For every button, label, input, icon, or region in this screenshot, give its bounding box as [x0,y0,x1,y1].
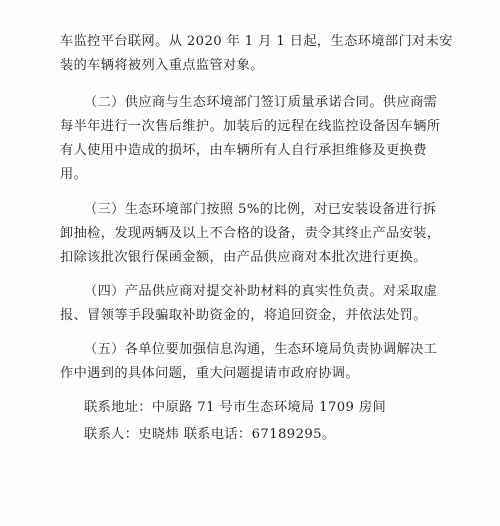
text-line: 每半年进行一次售后维护。加装后的远程在线监控设备因车辆所 [60,119,441,134]
contact-person-phone: 联系人：史晓炜 联系电话：67189295。 [84,427,336,442]
text-line: 作中遇到的具体问题，重大问题提请市政府协调。 [60,366,359,381]
text-line: 装的车辆将被列入重点监管对象。 [60,58,264,73]
paragraph-5-line: （五）各单位要加强信息沟通，生态环境局负责协调解决工 [84,342,438,357]
text-line: 有人使用中造成的损坏，由车辆所有人自行承担维修及更换费 [60,143,427,158]
paragraph-4-line: （四）产品供应商对提交补助材料的真实性负责。对采取虚 [84,284,438,299]
text-line: 扣除该批次银行保函金额，由产品供应商对本批次进行更换。 [60,250,427,265]
text-line: 报、冒领等手段骗取补助资金的，将追回资金，并依法处罚。 [60,308,427,323]
contact-address: 联系地址：中原路 71 号市生态环境局 1709 房间 [84,400,387,415]
text-line: 车监控平台联网。从 2020 年 1 月 1 日起，生态环境部门对未安 [60,34,453,49]
text-line: 卸抽检，发现两辆及以上不合格的设备，责令其终止产品安装， [60,226,441,241]
paragraph-2-line: （二）供应商与生态环境部门签订质量承诺合同。供应商需 [84,95,438,110]
paragraph-3-line: （三）生态环境部门按照 5%的比例，对已安装设备进行拆 [84,202,437,217]
text-line: 用。 [60,167,88,182]
